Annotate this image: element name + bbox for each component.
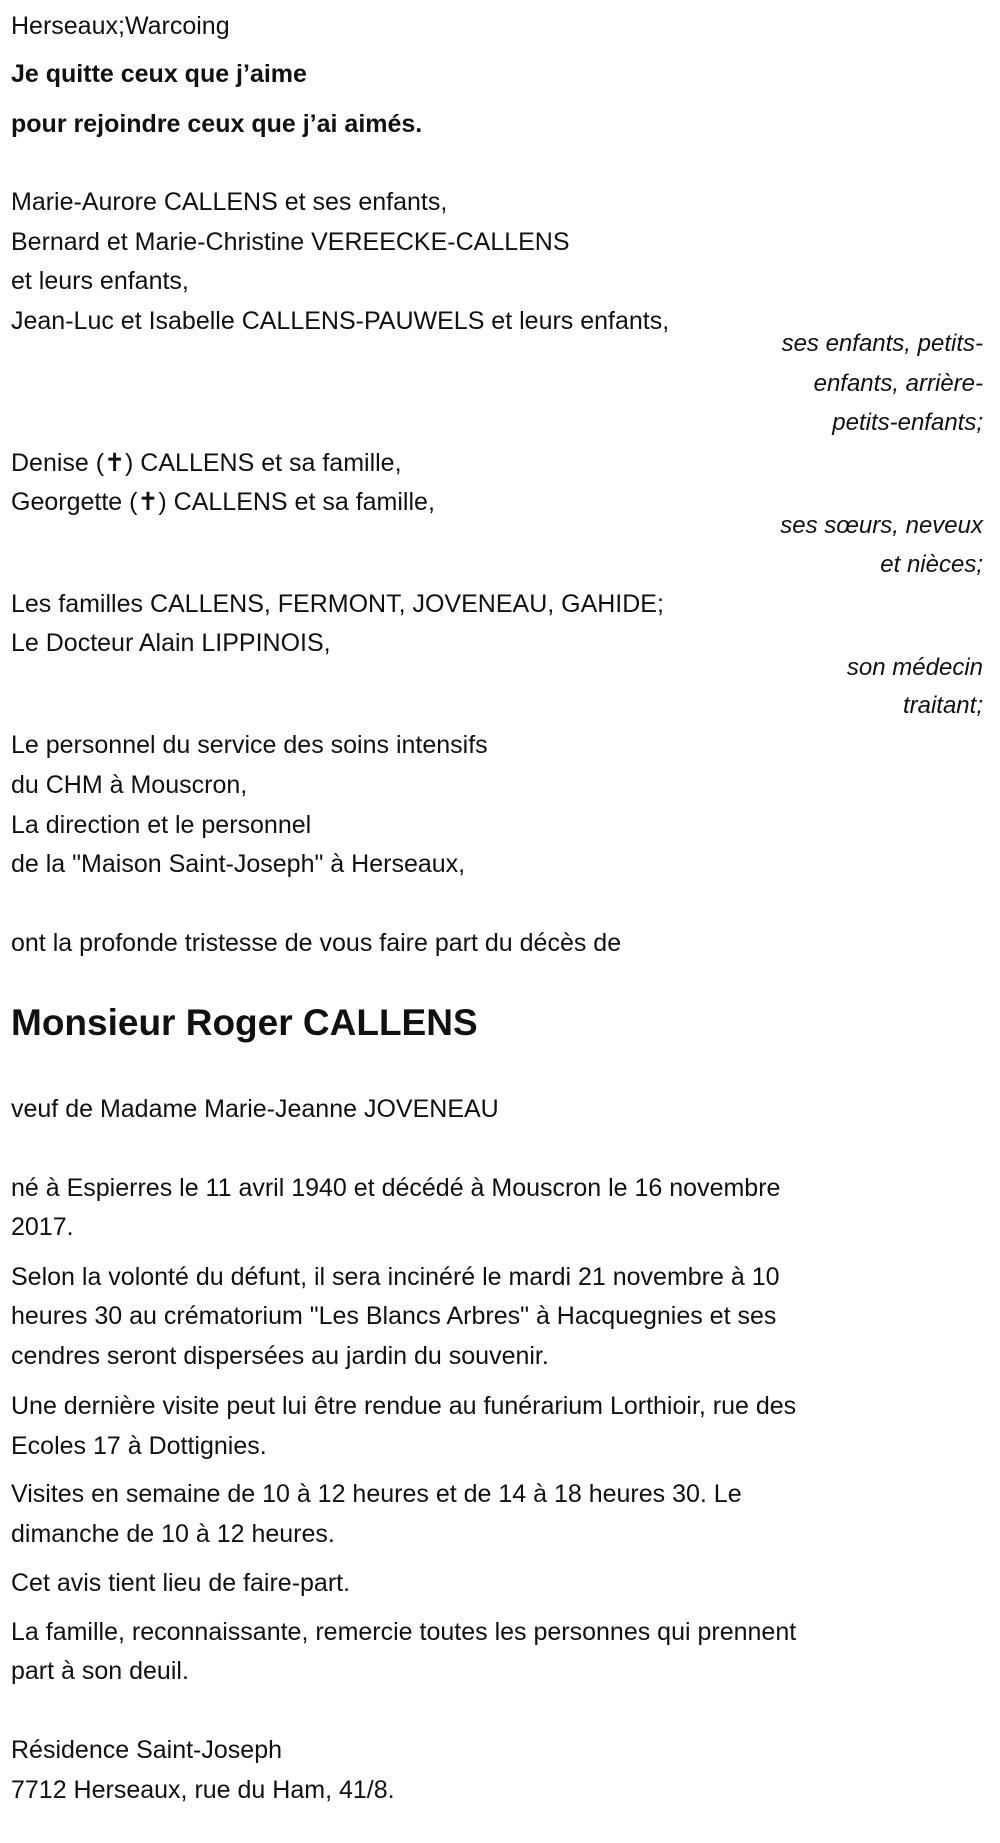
announcement: ont la profonde tristesse de vous faire part du décès de — [11, 929, 622, 957]
family-line: et leurs enfants, — [11, 267, 189, 295]
cremation-line: heures 30 au crématorium "Les Blancs Arbres" à Hacquegnies et ses — [11, 1302, 777, 1330]
birth-line: né à Espierres le 11 avril 1940 et décédé à Mouscron le 16 novembre — [11, 1174, 781, 1202]
staff-line: de la "Maison Saint-Joseph" à Herseaux, — [11, 850, 466, 878]
location: Herseaux;Warcoing — [11, 12, 230, 40]
family-role: ses sœurs, neveux — [780, 512, 983, 539]
birth-line: 2017. — [11, 1213, 74, 1241]
family-role: petits-enfants; — [832, 409, 983, 436]
address-line: Résidence Saint-Joseph — [11, 1736, 282, 1764]
family-role: ses enfants, petits- — [781, 330, 983, 357]
visit-line: Ecoles 17 à Dottignies. — [11, 1432, 267, 1460]
family-line: Bernard et Marie-Christine VEREECKE-CALLENS — [11, 228, 570, 256]
staff-line: Le personnel du service des soins intensifs — [11, 731, 488, 759]
quote-line: Je quitte ceux que j’aime — [11, 60, 307, 88]
family-role: son médecin — [846, 654, 983, 681]
family-role: et nièces; — [880, 551, 983, 578]
notice-line: Cet avis tient lieu de faire-part. — [11, 1569, 351, 1597]
visit-line: Une dernière visite peut lui être rendue au funérarium Lorthioir, rue des — [11, 1392, 797, 1420]
family-line: Denise (✝) CALLENS et sa famille, — [11, 449, 402, 477]
family-line: Georgette (✝) CALLENS et sa famille, — [11, 488, 435, 516]
thanks-line: part à son deuil. — [11, 1657, 189, 1685]
cremation-line: cendres seront dispersées au jardin du souvenir. — [11, 1342, 549, 1370]
thanks-line: La famille, reconnaissante, remercie toutes les personnes qui prennent — [11, 1618, 797, 1646]
staff-line: du CHM à Mouscron, — [11, 771, 248, 799]
widower-line: veuf de Madame Marie-Jeanne JOVENEAU — [11, 1095, 499, 1123]
address-line: 7712 Herseaux, rue du Ham, 41/8. — [11, 1776, 395, 1804]
family-line: Marie-Aurore CALLENS et ses enfants, — [11, 188, 448, 216]
staff-line: La direction et le personnel — [11, 811, 312, 839]
hours-line: Visites en semaine de 10 à 12 heures et de 14 à 18 heures 30. Le — [11, 1480, 742, 1508]
family-role: enfants, arrière- — [813, 370, 983, 397]
cremation-line: Selon la volonté du défunt, il sera incinéré le mardi 21 novembre à 10 — [11, 1263, 780, 1291]
family-role: traitant; — [902, 692, 983, 719]
deceased-name: Monsieur Roger CALLENS — [11, 1002, 478, 1043]
family-line: Les familles CALLENS, FERMONT, JOVENEAU, GAHIDE; — [11, 590, 664, 618]
family-line: Le Docteur Alain LIPPINOIS, — [11, 629, 331, 657]
quote-line: pour rejoindre ceux que j’ai aimés. — [11, 110, 423, 138]
hours-line: dimanche de 10 à 12 heures. — [11, 1520, 335, 1548]
family-line: Jean-Luc et Isabelle CALLENS-PAUWELS et leurs enfants, — [11, 307, 670, 335]
